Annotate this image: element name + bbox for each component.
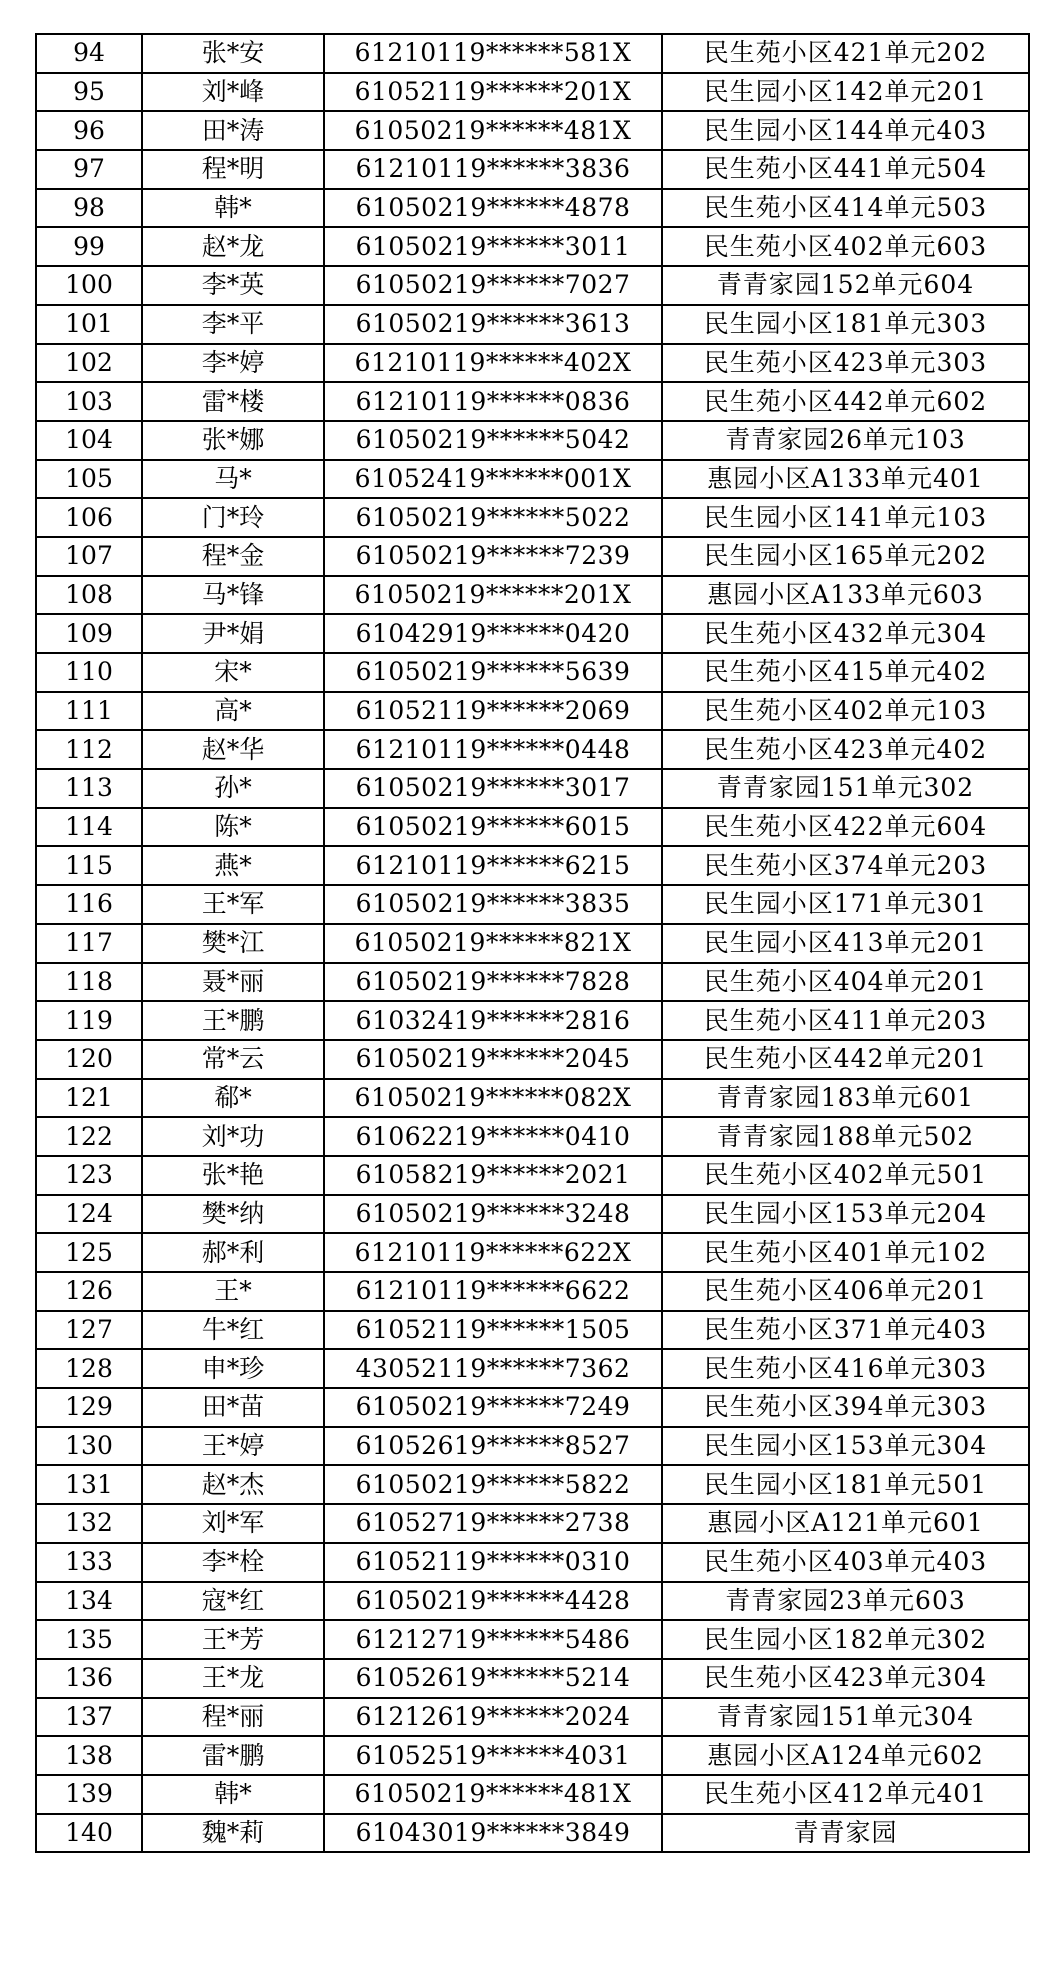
id-number-cell: 61210119******622X bbox=[324, 1233, 662, 1272]
name-cell: 雷*鹏 bbox=[142, 1736, 324, 1775]
id-number-cell: 61032419******2816 bbox=[324, 1001, 662, 1040]
row-number-cell: 120 bbox=[36, 1040, 142, 1079]
address-cell: 青青家园 bbox=[662, 1814, 1029, 1853]
id-number-cell: 61210119******581X bbox=[324, 34, 662, 73]
table-row bbox=[36, 692, 1029, 731]
name-cell: 田*苗 bbox=[142, 1388, 324, 1427]
row-number-cell: 98 bbox=[36, 189, 142, 228]
row-number-cell: 115 bbox=[36, 846, 142, 885]
table-row bbox=[36, 924, 1029, 963]
table-row bbox=[36, 1001, 1029, 1040]
address-cell: 民生园小区171单元301 bbox=[662, 885, 1029, 924]
name-cell: 韩* bbox=[142, 1775, 324, 1814]
name-cell: 赵*杰 bbox=[142, 1465, 324, 1504]
name-cell: 常*云 bbox=[142, 1040, 324, 1079]
address-cell: 民生苑小区411单元203 bbox=[662, 1001, 1029, 1040]
name-cell: 聂*丽 bbox=[142, 963, 324, 1002]
name-cell: 魏*莉 bbox=[142, 1814, 324, 1853]
row-number-cell: 130 bbox=[36, 1427, 142, 1466]
row-number-cell: 101 bbox=[36, 305, 142, 344]
table-row bbox=[36, 1079, 1029, 1118]
name-cell: 刘*峰 bbox=[142, 73, 324, 112]
table-row bbox=[36, 150, 1029, 189]
id-number-cell: 61050219******4878 bbox=[324, 189, 662, 228]
name-cell: 孙* bbox=[142, 769, 324, 808]
row-number-cell: 126 bbox=[36, 1272, 142, 1311]
table-row bbox=[36, 111, 1029, 150]
id-number-cell: 61050219******821X bbox=[324, 924, 662, 963]
row-number-cell: 96 bbox=[36, 111, 142, 150]
row-number-cell: 121 bbox=[36, 1079, 142, 1118]
id-number-cell: 61210119******402X bbox=[324, 344, 662, 383]
row-number-cell: 110 bbox=[36, 653, 142, 692]
address-cell: 民生苑小区404单元201 bbox=[662, 963, 1029, 1002]
id-number-cell: 61042919******0420 bbox=[324, 614, 662, 653]
address-cell: 民生园小区141单元103 bbox=[662, 498, 1029, 537]
row-number-cell: 103 bbox=[36, 382, 142, 421]
id-number-cell: 61050219******3017 bbox=[324, 769, 662, 808]
address-cell: 民生苑小区403单元403 bbox=[662, 1543, 1029, 1582]
id-number-cell: 61052119******1505 bbox=[324, 1311, 662, 1350]
name-cell: 李*婷 bbox=[142, 344, 324, 383]
table-row bbox=[36, 227, 1029, 266]
name-cell: 寇*红 bbox=[142, 1582, 324, 1621]
name-cell: 郗* bbox=[142, 1079, 324, 1118]
name-cell: 门*玲 bbox=[142, 498, 324, 537]
row-number-cell: 108 bbox=[36, 576, 142, 615]
table-row bbox=[36, 1504, 1029, 1543]
address-cell: 民生苑小区415单元402 bbox=[662, 653, 1029, 692]
id-number-cell: 61052419******001X bbox=[324, 460, 662, 499]
id-number-cell: 61210119******0448 bbox=[324, 730, 662, 769]
table-row bbox=[36, 1698, 1029, 1737]
address-cell: 民生苑小区442单元602 bbox=[662, 382, 1029, 421]
row-number-cell: 133 bbox=[36, 1543, 142, 1582]
id-number-cell: 61212719******5486 bbox=[324, 1620, 662, 1659]
address-cell: 民生苑小区394单元303 bbox=[662, 1388, 1029, 1427]
table-row bbox=[36, 614, 1029, 653]
id-number-cell: 61210119******6215 bbox=[324, 846, 662, 885]
row-number-cell: 137 bbox=[36, 1698, 142, 1737]
row-number-cell: 99 bbox=[36, 227, 142, 266]
table-row bbox=[36, 305, 1029, 344]
address-cell: 民生苑小区374单元203 bbox=[662, 846, 1029, 885]
address-cell: 青青家园152单元604 bbox=[662, 266, 1029, 305]
name-cell: 程*丽 bbox=[142, 1698, 324, 1737]
table-row bbox=[36, 808, 1029, 847]
address-cell: 民生园小区181单元501 bbox=[662, 1465, 1029, 1504]
address-cell: 青青家园151单元304 bbox=[662, 1698, 1029, 1737]
name-cell: 高* bbox=[142, 692, 324, 731]
row-number-cell: 95 bbox=[36, 73, 142, 112]
name-cell: 韩* bbox=[142, 189, 324, 228]
address-cell: 民生苑小区412单元401 bbox=[662, 1775, 1029, 1814]
name-cell: 王* bbox=[142, 1272, 324, 1311]
address-cell: 青青家园23单元603 bbox=[662, 1582, 1029, 1621]
row-number-cell: 102 bbox=[36, 344, 142, 383]
row-number-cell: 106 bbox=[36, 498, 142, 537]
id-number-cell: 61050219******7828 bbox=[324, 963, 662, 1002]
id-number-cell: 61050219******2045 bbox=[324, 1040, 662, 1079]
name-cell: 张*安 bbox=[142, 34, 324, 73]
name-cell: 陈* bbox=[142, 808, 324, 847]
address-cell: 民生苑小区421单元202 bbox=[662, 34, 1029, 73]
address-cell: 民生苑小区441单元504 bbox=[662, 150, 1029, 189]
name-cell: 赵*华 bbox=[142, 730, 324, 769]
id-number-cell: 61050219******201X bbox=[324, 576, 662, 615]
id-number-cell: 61058219******2021 bbox=[324, 1156, 662, 1195]
address-cell: 民生苑小区423单元303 bbox=[662, 344, 1029, 383]
id-number-cell: 61210119******6622 bbox=[324, 1272, 662, 1311]
row-number-cell: 112 bbox=[36, 730, 142, 769]
name-cell: 宋* bbox=[142, 653, 324, 692]
name-cell: 田*涛 bbox=[142, 111, 324, 150]
address-cell: 民生苑小区401单元102 bbox=[662, 1233, 1029, 1272]
row-number-cell: 111 bbox=[36, 692, 142, 731]
name-cell: 马* bbox=[142, 460, 324, 499]
table-row bbox=[36, 498, 1029, 537]
table-row bbox=[36, 769, 1029, 808]
table-row bbox=[36, 34, 1029, 73]
table-row bbox=[36, 1117, 1029, 1156]
row-number-cell: 127 bbox=[36, 1311, 142, 1350]
row-number-cell: 114 bbox=[36, 808, 142, 847]
table-row bbox=[36, 344, 1029, 383]
address-cell: 青青家园26单元103 bbox=[662, 421, 1029, 460]
id-number-cell: 61052719******2738 bbox=[324, 1504, 662, 1543]
table-row bbox=[36, 1775, 1029, 1814]
table-row bbox=[36, 1736, 1029, 1775]
table-row bbox=[36, 1659, 1029, 1698]
id-number-cell: 61043019******3849 bbox=[324, 1814, 662, 1853]
row-number-cell: 122 bbox=[36, 1117, 142, 1156]
address-cell: 民生园小区165单元202 bbox=[662, 537, 1029, 576]
table-row bbox=[36, 189, 1029, 228]
name-cell: 樊*江 bbox=[142, 924, 324, 963]
id-number-cell: 61052619******8527 bbox=[324, 1427, 662, 1466]
row-number-cell: 132 bbox=[36, 1504, 142, 1543]
name-cell: 申*珍 bbox=[142, 1349, 324, 1388]
id-number-cell: 43052119******7362 bbox=[324, 1349, 662, 1388]
row-number-cell: 100 bbox=[36, 266, 142, 305]
id-number-cell: 61050219******5022 bbox=[324, 498, 662, 537]
name-cell: 王*军 bbox=[142, 885, 324, 924]
table-row bbox=[36, 963, 1029, 1002]
table-row bbox=[36, 1620, 1029, 1659]
name-cell: 李*栓 bbox=[142, 1543, 324, 1582]
table-row bbox=[36, 1543, 1029, 1582]
table-row bbox=[36, 1349, 1029, 1388]
id-number-cell: 61050219******7239 bbox=[324, 537, 662, 576]
row-number-cell: 105 bbox=[36, 460, 142, 499]
id-number-cell: 61050219******6015 bbox=[324, 808, 662, 847]
name-cell: 赵*龙 bbox=[142, 227, 324, 266]
row-number-cell: 107 bbox=[36, 537, 142, 576]
id-number-cell: 61210119******0836 bbox=[324, 382, 662, 421]
name-cell: 雷*楼 bbox=[142, 382, 324, 421]
address-cell: 青青家园183单元601 bbox=[662, 1079, 1029, 1118]
row-number-cell: 104 bbox=[36, 421, 142, 460]
address-cell: 民生苑小区423单元402 bbox=[662, 730, 1029, 769]
row-number-cell: 117 bbox=[36, 924, 142, 963]
row-number-cell: 125 bbox=[36, 1233, 142, 1272]
id-number-cell: 61052119******0310 bbox=[324, 1543, 662, 1582]
table-row bbox=[36, 266, 1029, 305]
id-number-cell: 61050219******7027 bbox=[324, 266, 662, 305]
address-cell: 民生苑小区422单元604 bbox=[662, 808, 1029, 847]
id-number-cell: 61210119******3836 bbox=[324, 150, 662, 189]
name-cell: 马*锋 bbox=[142, 576, 324, 615]
table-row bbox=[36, 1582, 1029, 1621]
id-number-cell: 61050219******4428 bbox=[324, 1582, 662, 1621]
address-cell: 民生苑小区423单元304 bbox=[662, 1659, 1029, 1698]
row-number-cell: 135 bbox=[36, 1620, 142, 1659]
roster-table-body bbox=[36, 34, 1029, 1852]
row-number-cell: 123 bbox=[36, 1156, 142, 1195]
name-cell: 程*金 bbox=[142, 537, 324, 576]
address-cell: 青青家园188单元502 bbox=[662, 1117, 1029, 1156]
name-cell: 王*鹏 bbox=[142, 1001, 324, 1040]
id-number-cell: 61050219******3613 bbox=[324, 305, 662, 344]
address-cell: 惠园小区A124单元602 bbox=[662, 1736, 1029, 1775]
table-row bbox=[36, 1272, 1029, 1311]
name-cell: 张*娜 bbox=[142, 421, 324, 460]
row-number-cell: 119 bbox=[36, 1001, 142, 1040]
id-number-cell: 61212619******2024 bbox=[324, 1698, 662, 1737]
address-cell: 民生园小区181单元303 bbox=[662, 305, 1029, 344]
id-number-cell: 61052119******2069 bbox=[324, 692, 662, 731]
address-cell: 民生苑小区414单元503 bbox=[662, 189, 1029, 228]
table-row bbox=[36, 460, 1029, 499]
address-cell: 青青家园151单元302 bbox=[662, 769, 1029, 808]
address-cell: 民生苑小区416单元303 bbox=[662, 1349, 1029, 1388]
table-row bbox=[36, 730, 1029, 769]
name-cell: 牛*红 bbox=[142, 1311, 324, 1350]
row-number-cell: 131 bbox=[36, 1465, 142, 1504]
row-number-cell: 129 bbox=[36, 1388, 142, 1427]
address-cell: 民生园小区413单元201 bbox=[662, 924, 1029, 963]
id-number-cell: 61050219******481X bbox=[324, 1775, 662, 1814]
address-cell: 民生园小区153单元304 bbox=[662, 1427, 1029, 1466]
id-number-cell: 61050219******3248 bbox=[324, 1195, 662, 1234]
name-cell: 张*艳 bbox=[142, 1156, 324, 1195]
address-cell: 民生苑小区432单元304 bbox=[662, 614, 1029, 653]
address-cell: 民生园小区182单元302 bbox=[662, 1620, 1029, 1659]
row-number-cell: 139 bbox=[36, 1775, 142, 1814]
address-cell: 民生苑小区402单元103 bbox=[662, 692, 1029, 731]
id-number-cell: 61050219******5822 bbox=[324, 1465, 662, 1504]
name-cell: 郝*利 bbox=[142, 1233, 324, 1272]
address-cell: 民生园小区144单元403 bbox=[662, 111, 1029, 150]
address-cell: 民生苑小区402单元603 bbox=[662, 227, 1029, 266]
page-crop-edge bbox=[810, 1876, 1041, 1978]
address-cell: 民生园小区142单元201 bbox=[662, 73, 1029, 112]
table-row bbox=[36, 653, 1029, 692]
row-number-cell: 128 bbox=[36, 1349, 142, 1388]
id-number-cell: 61050219******5042 bbox=[324, 421, 662, 460]
row-number-cell: 116 bbox=[36, 885, 142, 924]
id-number-cell: 61050219******5639 bbox=[324, 653, 662, 692]
address-cell: 民生苑小区406单元201 bbox=[662, 1272, 1029, 1311]
table-row bbox=[36, 885, 1029, 924]
roster-table bbox=[35, 33, 1030, 1853]
address-cell: 惠园小区A133单元401 bbox=[662, 460, 1029, 499]
row-number-cell: 124 bbox=[36, 1195, 142, 1234]
address-cell: 民生苑小区371单元403 bbox=[662, 1311, 1029, 1350]
table-row bbox=[36, 421, 1029, 460]
name-cell: 刘*军 bbox=[142, 1504, 324, 1543]
table-row bbox=[36, 1156, 1029, 1195]
table-row bbox=[36, 1233, 1029, 1272]
address-cell: 惠园小区A121单元601 bbox=[662, 1504, 1029, 1543]
id-number-cell: 61050219******3835 bbox=[324, 885, 662, 924]
table-row bbox=[36, 576, 1029, 615]
table-row bbox=[36, 1465, 1029, 1504]
name-cell: 王*婷 bbox=[142, 1427, 324, 1466]
row-number-cell: 94 bbox=[36, 34, 142, 73]
table-row bbox=[36, 537, 1029, 576]
id-number-cell: 61052119******201X bbox=[324, 73, 662, 112]
name-cell: 刘*功 bbox=[142, 1117, 324, 1156]
row-number-cell: 136 bbox=[36, 1659, 142, 1698]
row-number-cell: 97 bbox=[36, 150, 142, 189]
id-number-cell: 61050219******7249 bbox=[324, 1388, 662, 1427]
name-cell: 李*平 bbox=[142, 305, 324, 344]
table-row bbox=[36, 73, 1029, 112]
id-number-cell: 61062219******0410 bbox=[324, 1117, 662, 1156]
address-cell: 惠园小区A133单元603 bbox=[662, 576, 1029, 615]
name-cell: 王*龙 bbox=[142, 1659, 324, 1698]
address-cell: 民生园小区153单元204 bbox=[662, 1195, 1029, 1234]
id-number-cell: 61050219******481X bbox=[324, 111, 662, 150]
table-row bbox=[36, 1040, 1029, 1079]
id-number-cell: 61052619******5214 bbox=[324, 1659, 662, 1698]
row-number-cell: 113 bbox=[36, 769, 142, 808]
name-cell: 王*芳 bbox=[142, 1620, 324, 1659]
table-row bbox=[36, 1388, 1029, 1427]
row-number-cell: 118 bbox=[36, 963, 142, 1002]
name-cell: 程*明 bbox=[142, 150, 324, 189]
id-number-cell: 61052519******4031 bbox=[324, 1736, 662, 1775]
table-row bbox=[36, 1427, 1029, 1466]
row-number-cell: 109 bbox=[36, 614, 142, 653]
table-row bbox=[36, 846, 1029, 885]
name-cell: 燕* bbox=[142, 846, 324, 885]
id-number-cell: 61050219******082X bbox=[324, 1079, 662, 1118]
name-cell: 李*英 bbox=[142, 266, 324, 305]
name-cell: 尹*娟 bbox=[142, 614, 324, 653]
name-cell: 樊*纳 bbox=[142, 1195, 324, 1234]
table-row bbox=[36, 382, 1029, 421]
table-row bbox=[36, 1814, 1029, 1853]
table-row bbox=[36, 1195, 1029, 1234]
address-cell: 民生苑小区442单元201 bbox=[662, 1040, 1029, 1079]
row-number-cell: 140 bbox=[36, 1814, 142, 1853]
row-number-cell: 138 bbox=[36, 1736, 142, 1775]
address-cell: 民生苑小区402单元501 bbox=[662, 1156, 1029, 1195]
row-number-cell: 134 bbox=[36, 1582, 142, 1621]
id-number-cell: 61050219******3011 bbox=[324, 227, 662, 266]
table-row bbox=[36, 1311, 1029, 1350]
